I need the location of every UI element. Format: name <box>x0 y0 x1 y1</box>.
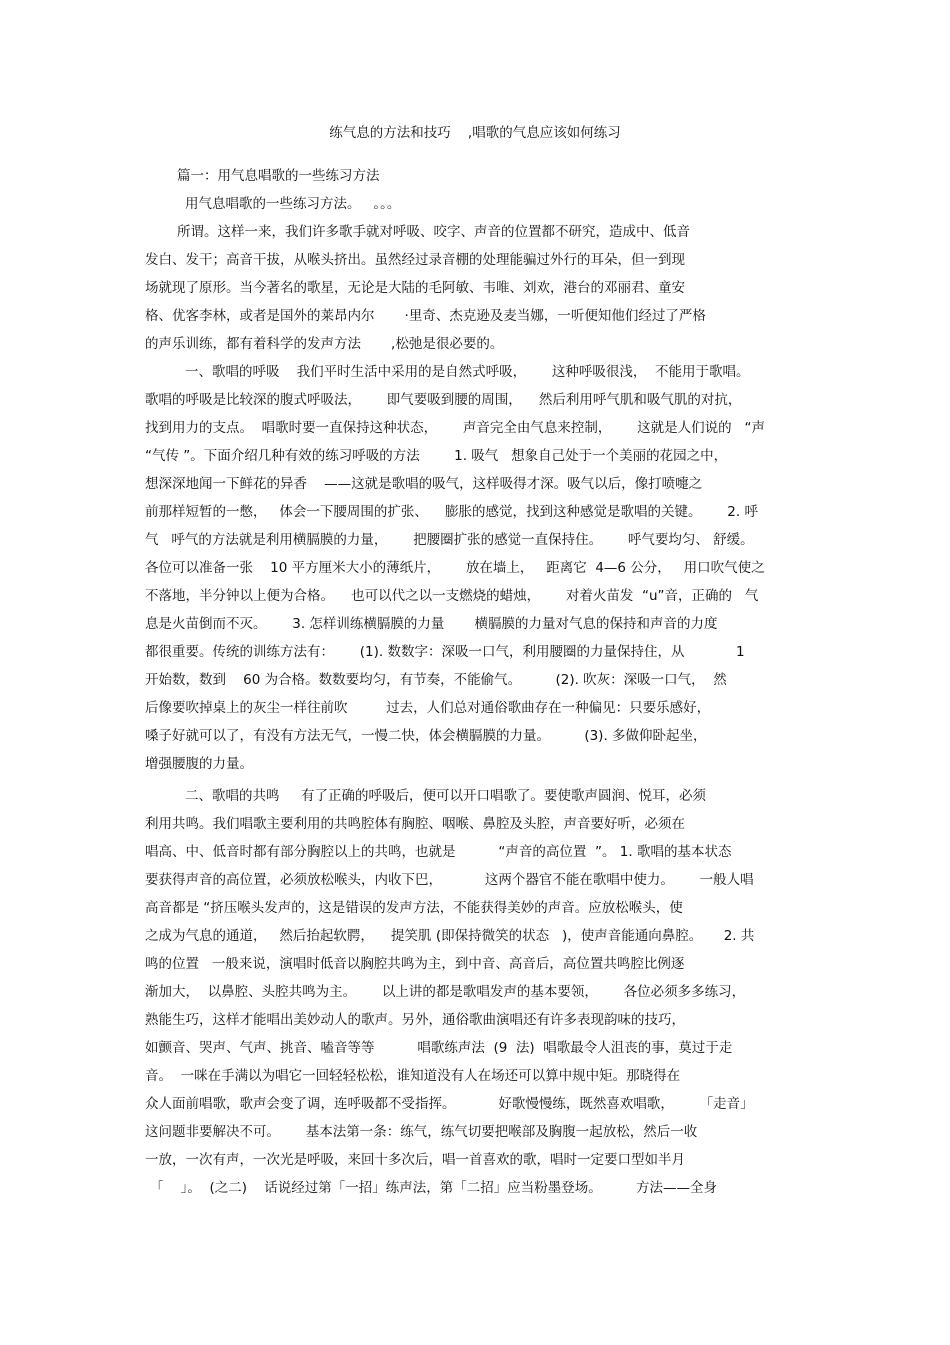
text-line: 开始数，数到 60 为合格。数数要均匀，有节奏，不能偷气。 (2). 吹灰：深吸一口气， 然 <box>145 672 727 688</box>
text-line: 都很重要。传统的训练方法有： (1). 数数字：深吸一口气，利用腰圈的力量保持住，从 1 <box>145 644 745 660</box>
text-line: 格、优客李林，或者是国外的莱昂内尔 ·里奇、杰克逊及麦当娜，一听便知他们经过了严格 <box>145 308 706 324</box>
text-line: 不落地，半分钟以上便为合格。 也可以代之以一支燃烧的蜡烛， 对着火苗发 “u”音，正确的 气 <box>145 588 759 604</box>
text-line: 高音都是 “挤压喉头发声的，这是错误的发声方法，不能获得美妙的声音。应放松喉头，使 <box>145 900 683 916</box>
text-line: 前那样短暂的一憋， 体会一下腰周围的扩张、 膨胀的感觉，找到这种感觉是歌唱的关键。 2. 呼 <box>145 504 758 520</box>
text-line: 利用共鸣。我们唱歌主要利用的共鸣腔体有胸腔、咽喉、鼻腔及头腔，声音要好听，必须在 <box>145 816 685 832</box>
text-line: 所谓。这样一来，我们许多歌手就对呼吸、咬字、声音的位置都不研究，造成中、低音 <box>177 224 690 240</box>
text-line: 息是火苗倒而不灭。 3. 怎样训练横膈膜的力量 横膈膜的力量对气息的保持和声音的力度 <box>145 616 718 632</box>
text-line: 场就现了原形。当今著名的歌星，无论是大陆的毛阿敏、韦唯、刘欢，港台的邓丽君、童安 <box>145 280 685 296</box>
text-line: 唱高、中、低音时都有部分胸腔以上的共鸣，也就是 “声音的高位置 ”。 1. 歌唱的基本状态 <box>145 844 732 860</box>
text-line: 用气息唱歌的一些练习方法。 。。。 <box>185 196 401 212</box>
text-line: 后像要吹掉桌上的灰尘一样往前吹 过去，人们总对通俗歌曲存在一种偏见：只要乐感好， <box>145 700 711 716</box>
text-line: 歌唱的呼吸是比较深的腹式呼吸法， 即气要吸到腰的周围， 然后利用呼气肌和吸气肌的对抗， <box>145 392 742 408</box>
text-line: 二、歌唱的共鸣 有了正确的呼吸后，便可以开口唱歌了。要使歌声圆润、悦耳，必须 <box>185 788 706 804</box>
text-line: 要获得声音的高位置，必须放松喉头，内收下巴， 这两个器官不能在歌唱中使力。 一般人唱 <box>145 872 754 888</box>
text-line: 众人面前唱歌，歌声会变了调，连呼吸都不受指挥。 好歌慢慢练，既然喜欢唱歌， 「走音」 <box>145 1096 754 1112</box>
text-line: 的声乐训练，都有着科学的发声方法 ,松弛是很必要的。 <box>145 336 504 352</box>
text-line: 如颤音、哭声、气声、挑音、嗑音等等 唱歌练声法 (9 法) 唱歌最令人沮丧的事，莫过于走 <box>145 1040 733 1056</box>
text-line: “气传 ”。下面介绍几种有效的练习呼吸的方法 1. 吸气 想象自己处于一个美丽的花园之中， <box>145 448 728 464</box>
text-line: 发白、发干；高音干拔，从喉头挤出。虽然经过录音棚的处理能骗过外行的耳朵，但一到现 <box>145 252 685 268</box>
text-line: 气 呼气的方法就是利用横膈膜的力量， 把腰圈扩张的感觉一直保持住。 呼气要均匀、 舒缓。 <box>145 532 754 548</box>
text-line: 鸣的位置 一般来说，演唱时低音以胸腔共鸣为主，到中音、高音后，高位置共鸣腔比例逐 <box>145 956 685 972</box>
text-line: 增强腰腹的力量。 <box>145 756 253 772</box>
text-line: 找到用力的支点。 唱歌时要一直保持这种状态， 声音完全由气息来控制， 这就是人们说的 “声 <box>145 420 765 436</box>
text-line: 一放，一次有声，一次光是呼吸，来回十多次后，唱一首喜欢的歌，唱时一定要口型如半月 <box>145 1152 685 1168</box>
document-title: 练气息的方法和技巧 ,唱歌的气息应该如何练习 <box>329 125 621 141</box>
section-heading: 篇一：用气息唱歌的一些练习方法 <box>177 168 380 184</box>
text-line: 之成为气息的通道， 然后抬起软腭， 提笑肌 (即保持微笑的状态 )，使声音能通向鼻腔。 2. 共 <box>145 928 755 944</box>
text-line: 「 」。 (之二) 话说经过第「一招」练声法，第「二招」应当粉墨登场。 方法——全身 <box>150 1180 718 1196</box>
text-line: 渐加大， 以鼻腔、头腔共鸣为主。 以上讲的都是歌唱发声的基本要领， 各位必须多多练习， <box>145 984 746 1000</box>
text-line: 熟能生巧，这样才能唱出美妙动人的歌声。另外，通俗歌曲演唱还有许多表现韵味的技巧， <box>145 1012 685 1028</box>
text-line: 各位可以准备一张 10 平方厘米大小的薄纸片， 放在墙上， 距离它 4—6 公分， 用口吹气使之 <box>145 560 765 576</box>
text-line: 这问题非要解决不可。 基本法第一条：练气，练气切要把喉部及胸腹一起放松，然后一收 <box>145 1124 698 1140</box>
text-line: 嗓子好就可以了，有没有方法无气，一慢二快，体会横膈膜的力量。 (3). 多做仰卧起坐， <box>145 728 707 744</box>
text-line: 音。 一咪在手满以为唱它一回轻轻松松，谁知道没有人在场还可以算中规中矩。那晓得在 <box>145 1068 681 1084</box>
text-line: 一、歌唱的呼吸 我们平时生活中采用的是自然式呼吸， 这种呼吸很浅， 不能用于歌唱。 <box>185 364 750 380</box>
text-line: 想深深地闻一下鲜花的异香 ——这就是歌唱的吸气，这样吸得才深。吸气以后，像打喷嚏之 <box>145 476 703 492</box>
